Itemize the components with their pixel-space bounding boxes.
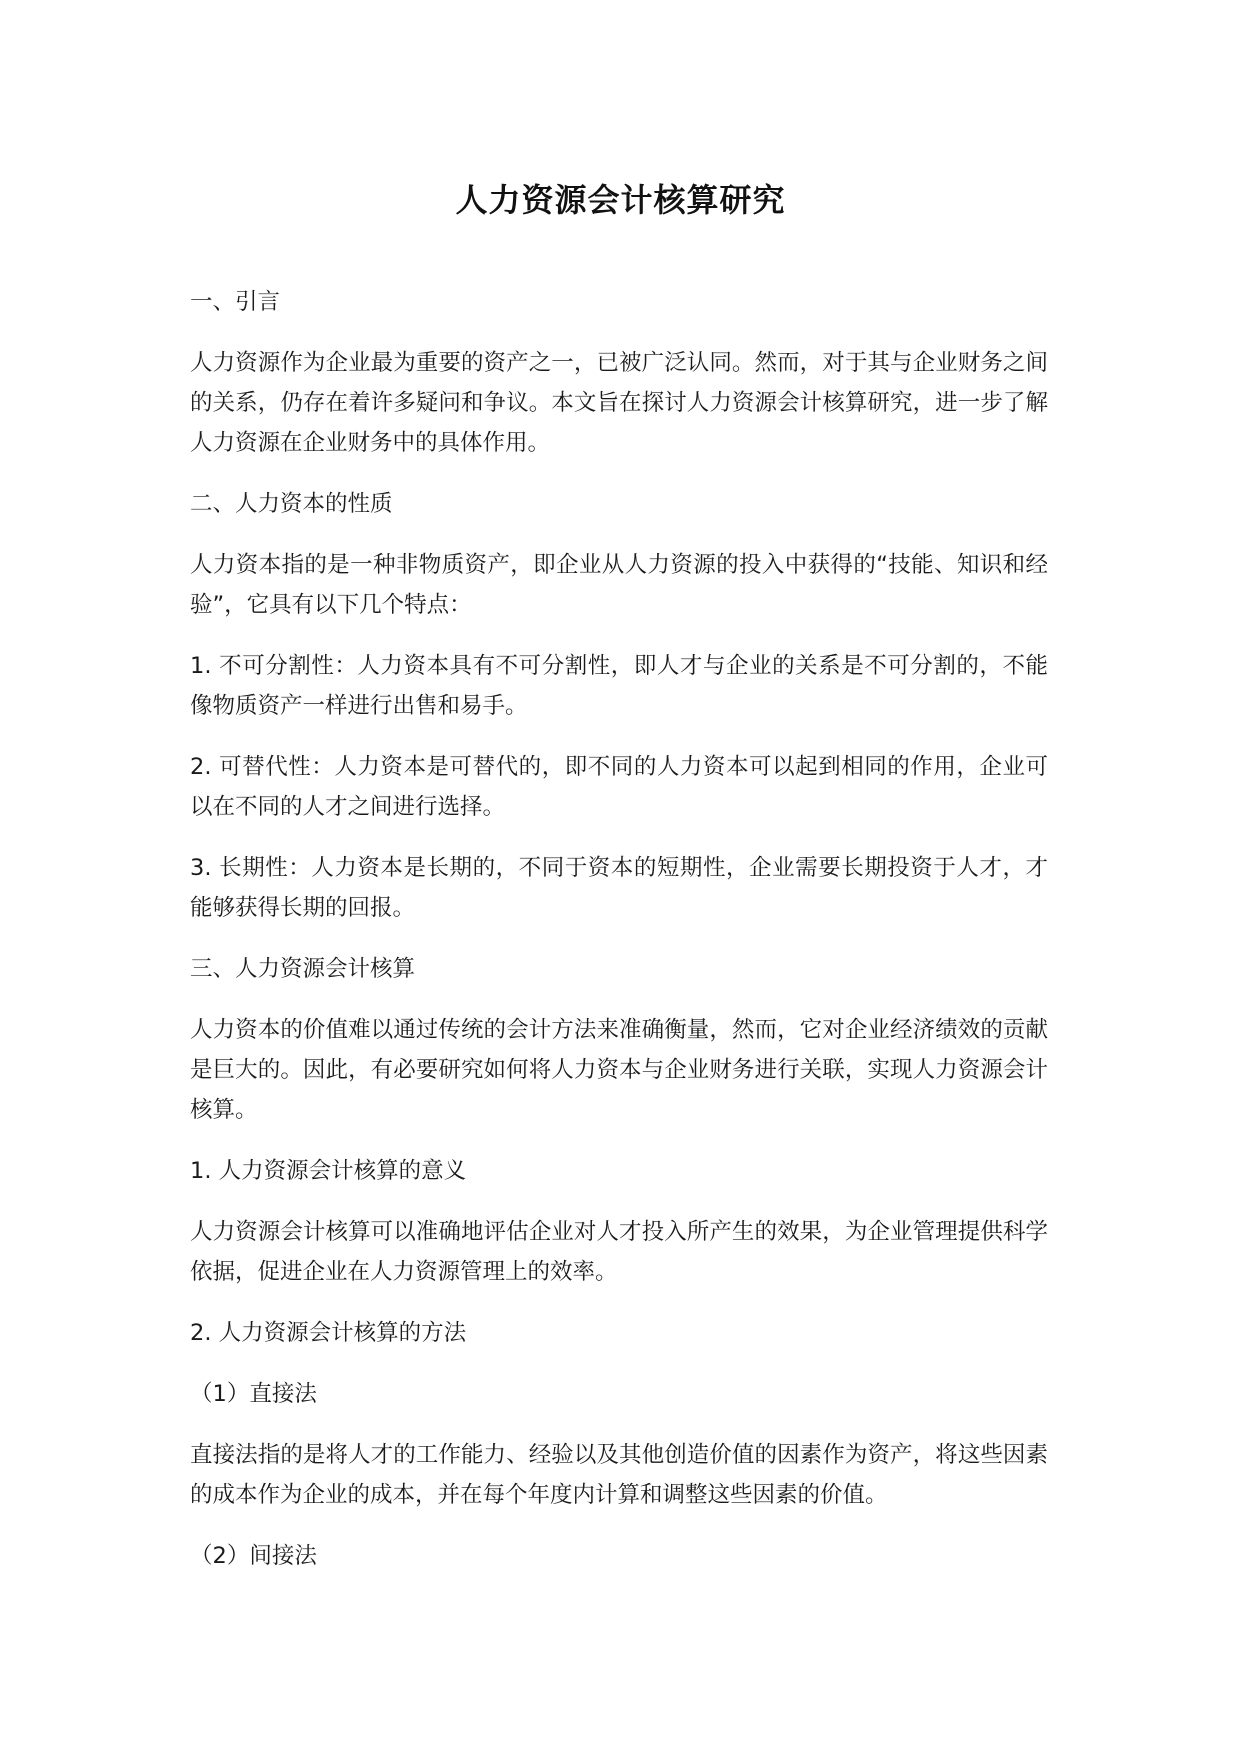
subsection-heading-methods: 2. 人力资源会计核算的方法 xyxy=(190,1320,467,1346)
subsection-heading-significance: 1. 人力资源会计核算的意义 xyxy=(190,1158,467,1184)
section-heading-accounting: 三、人力资源会计核算 xyxy=(190,956,416,982)
paragraph: 人力资源会计核算可以准确地评估企业对人才投入所产生的效果，为企业管理提供科学依据，促进企业在人力资源管理上的效率。 xyxy=(190,1219,1048,1285)
section-heading-intro: 一、引言 xyxy=(190,289,281,315)
paragraph: 人力资源作为企业最为重要的资产之一，已被广泛认同。然而，对于其与企业财务之间的关系，仍存在着许多疑问和争议。本文旨在探讨人力资源会计核算研究，进一步了解人力资源在企业财务中的具体作用。 xyxy=(190,350,1048,456)
list-item: 3. 长期性：人力资本是长期的，不同于资本的短期性，企业需要长期投资于人才，才能够获得长期的回报。 xyxy=(190,855,1048,921)
document-body xyxy=(190,282,1048,1597)
section-heading-human-capital: 二、人力资本的性质 xyxy=(190,491,393,517)
document-title: 人力资源会计核算研究 xyxy=(455,181,786,219)
list-item: 2. 可替代性：人力资本是可替代的，即不同的人力资本可以起到相同的作用，企业可以在不同的人才之间进行选择。 xyxy=(190,754,1048,820)
paragraph: 直接法指的是将人才的工作能力、经验以及其他创造价值的因素作为资产，将这些因素的成本作为企业的成本，并在每个年度内计算和调整这些因素的价值。 xyxy=(190,1442,1048,1508)
paragraph: 人力资本的价值难以通过传统的会计方法来准确衡量，然而，它对企业经济绩效的贡献是巨大的。因此，有必要研究如何将人力资本与企业财务进行关联，实现人力资源会计核算。 xyxy=(190,1017,1048,1123)
paragraph: 人力资本指的是一种非物质资产，即企业从人力资源的投入中获得的“技能、知识和经验”，它具有以下几个特点： xyxy=(190,552,1048,618)
method-heading-indirect: （2）间接法 xyxy=(190,1543,317,1569)
list-item: 1. 不可分割性：人力资本具有不可分割性，即人才与企业的关系是不可分割的，不能像物质资产一样进行出售和易手。 xyxy=(190,653,1048,719)
method-heading-direct: （1）直接法 xyxy=(190,1381,317,1407)
